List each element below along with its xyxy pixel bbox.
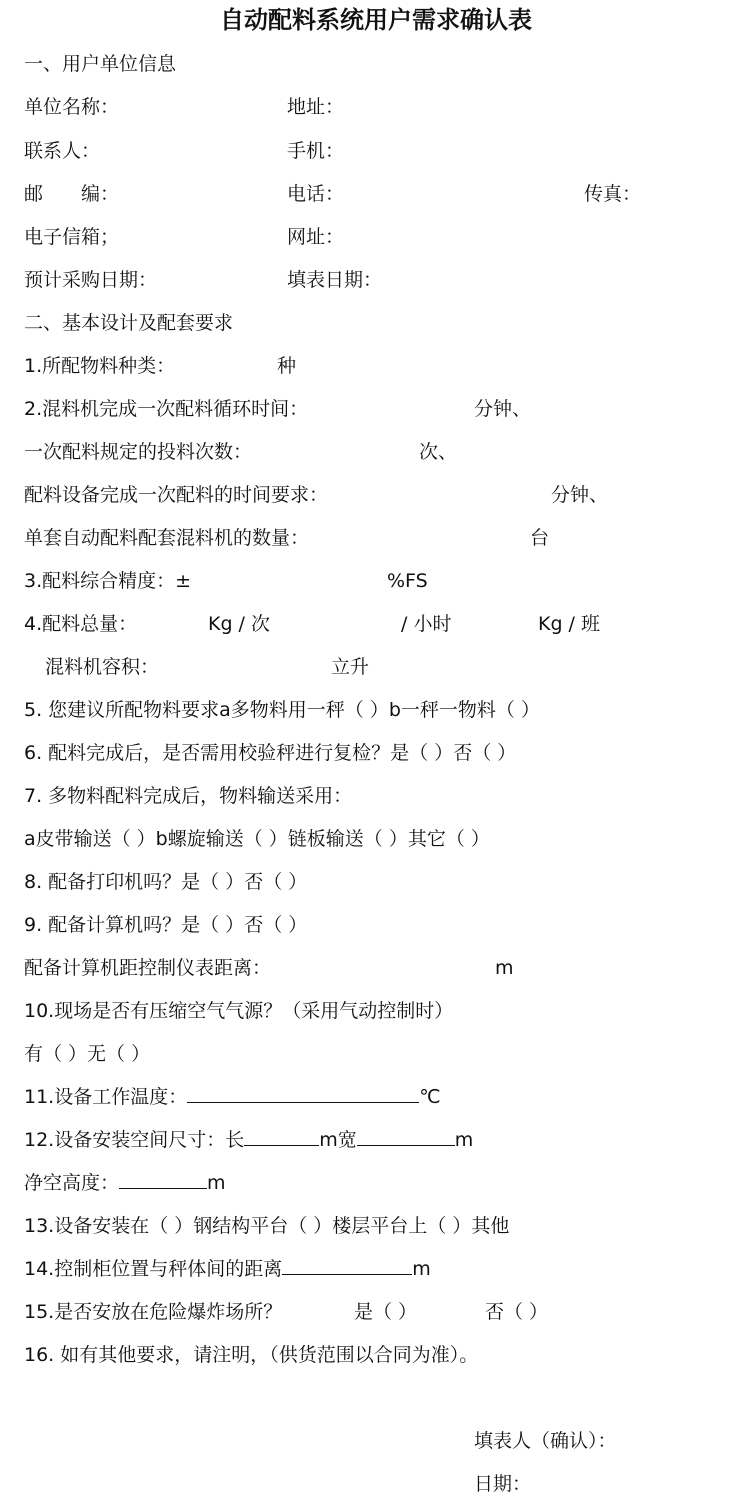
q2-unit: 分钟、 — [474, 398, 532, 420]
address-label: 地址： — [287, 96, 345, 118]
q14-text: 14.控制柜位置与秤体间的距离 — [24, 1258, 283, 1280]
q2-text: 2.混料机完成一次配料循环时间： — [24, 398, 309, 420]
q12b-row — [24, 1170, 226, 1196]
q5-text: 5. 您建议所配物料要求a多物料用一秤（ ）b一秤一物料（ ） — [24, 699, 540, 721]
contact-label: 联系人： — [24, 140, 101, 162]
q4-text: 4.配料总量： — [24, 613, 138, 635]
q4-unit-per-shift: Kg / 班 — [538, 613, 601, 635]
section1-heading: 一、用户单位信息 — [24, 53, 177, 75]
q12b-unit: m — [207, 1172, 226, 1194]
postcode-label: 邮 编： — [24, 183, 120, 205]
q12-row — [24, 1127, 473, 1153]
footer-date-label: 日期： — [474, 1473, 532, 1495]
q4-unit-per-batch: Kg / 次 — [208, 613, 271, 635]
q12b-blank[interactable] — [119, 1170, 207, 1189]
q2d-text: 单套自动配料配套混料机的数量： — [24, 527, 310, 549]
q3-text: 3.配料综合精度：± — [24, 570, 192, 592]
q10-text: 10.现场是否有压缩空气气源？（采用气动控制时） — [24, 1000, 454, 1022]
filler-label: 填表人（确认）： — [474, 1430, 617, 1452]
q12-width-blank[interactable] — [357, 1127, 455, 1146]
fill-date-label: 填表日期： — [287, 269, 383, 291]
q11-blank[interactable] — [187, 1084, 419, 1103]
q1-text: 1.所配物料种类： — [24, 355, 176, 377]
q2b-text: 一次配料规定的投料次数： — [24, 441, 253, 463]
q15-no: 否（ ） — [485, 1301, 549, 1323]
q11-text: 11.设备工作温度： — [24, 1086, 188, 1108]
q7-text: 7. 多物料配料完成后，物料输送采用： — [24, 785, 353, 807]
q7b-text: a皮带输送（ ）b螺旋输送（ ）链板输送（ ）其它（ ） — [24, 828, 490, 850]
fax-label: 传真： — [584, 183, 642, 205]
q10b-text: 有（ ）无（ ） — [24, 1043, 151, 1065]
q14-blank[interactable] — [282, 1256, 412, 1275]
section2-heading: 二、基本设计及配套要求 — [24, 312, 234, 334]
q6-text: 6. 配料完成后，是否需用校验秤进行复检？是（ ）否（ ） — [24, 742, 517, 764]
q13-text: 13.设备安装在（ ）钢结构平台（ ）楼层平台上（ ）其他 — [24, 1215, 510, 1237]
q12-text: 12.设备安装空间尺寸：长 — [24, 1129, 245, 1151]
q12-length-blank[interactable] — [244, 1127, 319, 1146]
q4b-text: 混料机容积： — [45, 656, 160, 678]
q2c-text: 配料设备完成一次配料的时间要求： — [24, 484, 329, 506]
document-title: 自动配料系统用户需求确认表 — [220, 6, 532, 34]
q9-text: 9. 配备计算机吗？是（ ）否（ ） — [24, 914, 308, 936]
q4b-unit: 立升 — [331, 656, 370, 678]
q12-m1: m宽 — [319, 1129, 357, 1151]
mobile-label: 手机： — [287, 140, 345, 162]
q8-text: 8. 配备打印机吗？是（ ）否（ ） — [24, 871, 308, 893]
q9b-unit: m — [495, 957, 514, 979]
phone-label: 电话： — [287, 183, 345, 205]
q14-row — [24, 1256, 431, 1282]
q9b-text: 配备计算机距控制仪表距离： — [24, 957, 272, 979]
email-label: 电子信箱； — [24, 226, 120, 248]
q11-row — [24, 1084, 441, 1110]
q15-yes: 是（ ） — [354, 1301, 418, 1323]
q14-unit: m — [412, 1258, 431, 1280]
q2d-unit: 台 — [530, 527, 550, 549]
unit-name-label: 单位名称： — [24, 96, 120, 118]
q2b-unit: 次、 — [419, 441, 458, 463]
q16-text: 16. 如有其他要求，请注明，（供货范围以合同为准）。 — [24, 1344, 479, 1366]
q11-unit: ℃ — [419, 1086, 441, 1108]
q4-unit-per-hour: / 小时 — [401, 613, 452, 635]
q12-m2: m — [454, 1129, 474, 1151]
q1-unit: 种 — [277, 355, 297, 377]
q12b-text: 净空高度： — [24, 1172, 120, 1194]
q3-unit: %FS — [387, 570, 428, 592]
q2c-unit: 分钟、 — [551, 484, 609, 506]
purchase-date-label: 预计采购日期： — [24, 269, 158, 291]
website-label: 网址： — [287, 226, 345, 248]
q15-text: 15.是否安放在危险爆炸场所？ — [24, 1301, 283, 1323]
